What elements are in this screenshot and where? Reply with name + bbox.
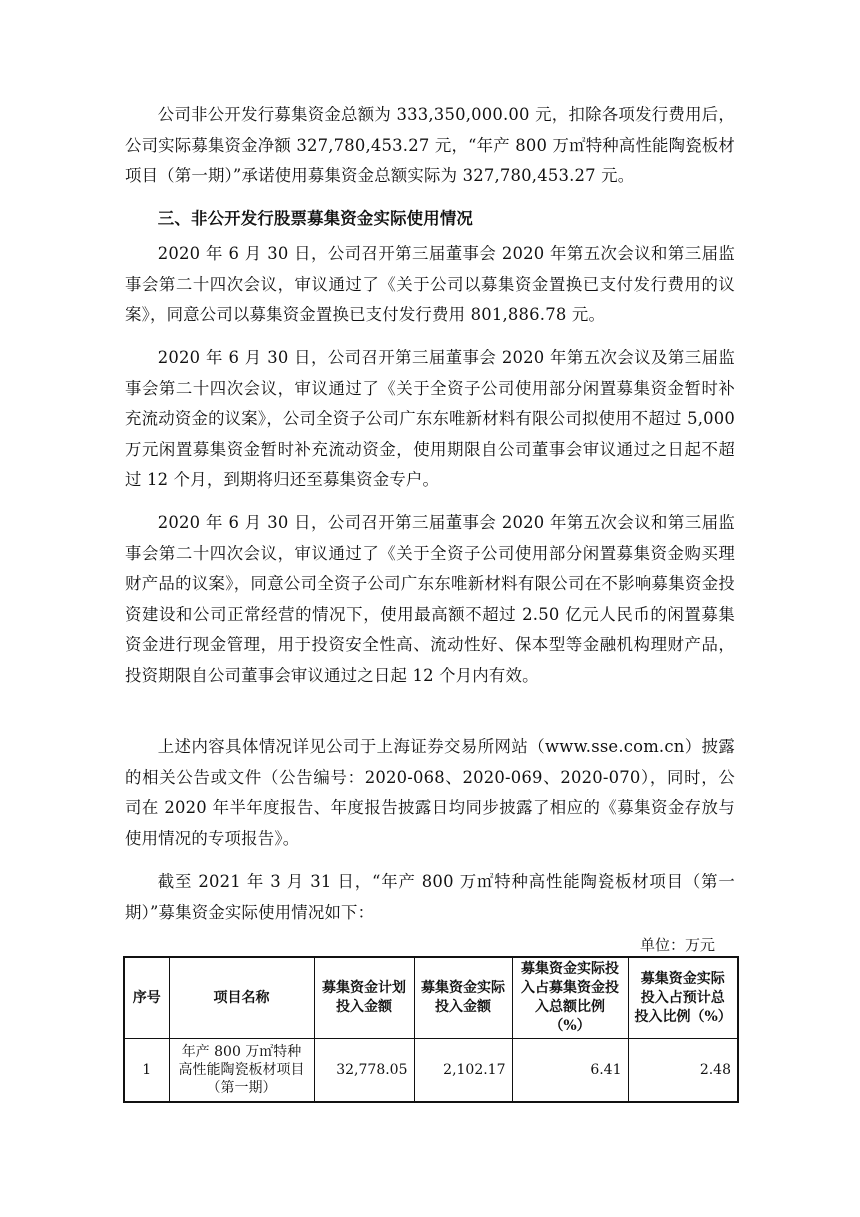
paragraph-working-capital: 2020 年 6 月 30 日，公司召开第三届董事会 2020 年第五次会议及第三届监事会第二十四次会议，审议通过了《关于全资子公司使用部分闲置募集资金暂时补充流动资金的议案》，公司全资子公司广东东唯新材料有限公司拟使用不超过 5,000 万元闲置募集资金暂时补充流动资金，使用期限自公司董事会审议通过之日起不超过 12 个月，到期将归还至募集资金专户。 <box>125 348 735 489</box>
fund-usage-table <box>123 956 739 1103</box>
cell-planned-amount: 32,778.05 <box>314 1039 414 1103</box>
paragraph-disclosure: 上述内容具体情况详见公司于上海证券交易所网站（www.sse.com.cn）披露的相关公告或文件（公告编号：2020-068、2020-069、2020-070），同时，公司在 2020 年半年度报告、年度报告披露日均同步披露了相应的《募集资金存放与使用情况的专项报告》。 <box>125 737 735 848</box>
header-actual-amount: 募集资金实际投入金额 <box>414 957 512 1039</box>
section-heading: 三、非公开发行股票募集资金实际使用情况 <box>157 209 474 228</box>
paragraph-wealth-management: 2020 年 6 月 30 日，公司召开第三届董事会 2020 年第五次会议和第三届监事会第二十四次会议，审议通过了《关于全资子公司使用部分闲置募集资金购买理财产品的议案》，同意公司全资子公司广东东唯新材料有限公司在不影响募集资金投资建设和公司正常经营的情况下，使用最高额不超过 2.50 亿元人民币的闲置募集资金进行现金管理，用于投资安全性高、流动性好、保本型等金融机构理财产品，投资期限自公司董事会审议通过之日起 12 个月内有效。 <box>125 513 735 685</box>
cell-ratio-of-raised: 6.41 <box>512 1039 628 1103</box>
table-unit-label: 单位：万元 <box>639 936 715 954</box>
header-project-name: 项目名称 <box>169 957 314 1039</box>
table-row <box>124 1039 738 1103</box>
paragraph-net-proceeds: 公司非公开发行募集资金总额为 333,350,000.00 元，扣除各项发行费用后，公司实际募集资金净额 327,780,453.27 元，“年产 800 万㎡特种高性能陶瓷板材项目（第一期）”承诺使用募集资金总额实际为 327,780,453.27 元。 <box>125 105 736 185</box>
cell-index: 1 <box>124 1039 169 1103</box>
header-planned-amount: 募集资金计划投入金额 <box>314 957 414 1039</box>
header-ratio-of-raised: 募集资金实际投入占募集资金投入总额比例（%） <box>512 957 628 1039</box>
paragraph-fee-replacement: 2020 年 6 月 30 日，公司召开第三届董事会 2020 年第五次会议和第三届监事会第二十四次会议，审议通过了《关于公司以募集资金置换已支付发行费用的议案》，同意公司以募集资金置换已支付发行费用 801,886.78 元。 <box>125 244 735 324</box>
table-header-row <box>124 957 738 1039</box>
cell-ratio-of-total: 2.48 <box>628 1039 738 1103</box>
cell-project-name: 年产 800 万㎡特种高性能陶瓷板材项目（第一期） <box>169 1039 314 1103</box>
paragraph-usage-intro: 截至 2021 年 3 月 31 日，“年产 800 万㎡特种高性能陶瓷板材项目（第一期）”募集资金实际使用情况如下： <box>125 872 735 922</box>
cell-actual-amount: 2,102.17 <box>414 1039 512 1103</box>
header-index: 序号 <box>124 957 169 1039</box>
header-ratio-of-total: 募集资金实际投入占预计总投入比例（%） <box>628 957 738 1039</box>
